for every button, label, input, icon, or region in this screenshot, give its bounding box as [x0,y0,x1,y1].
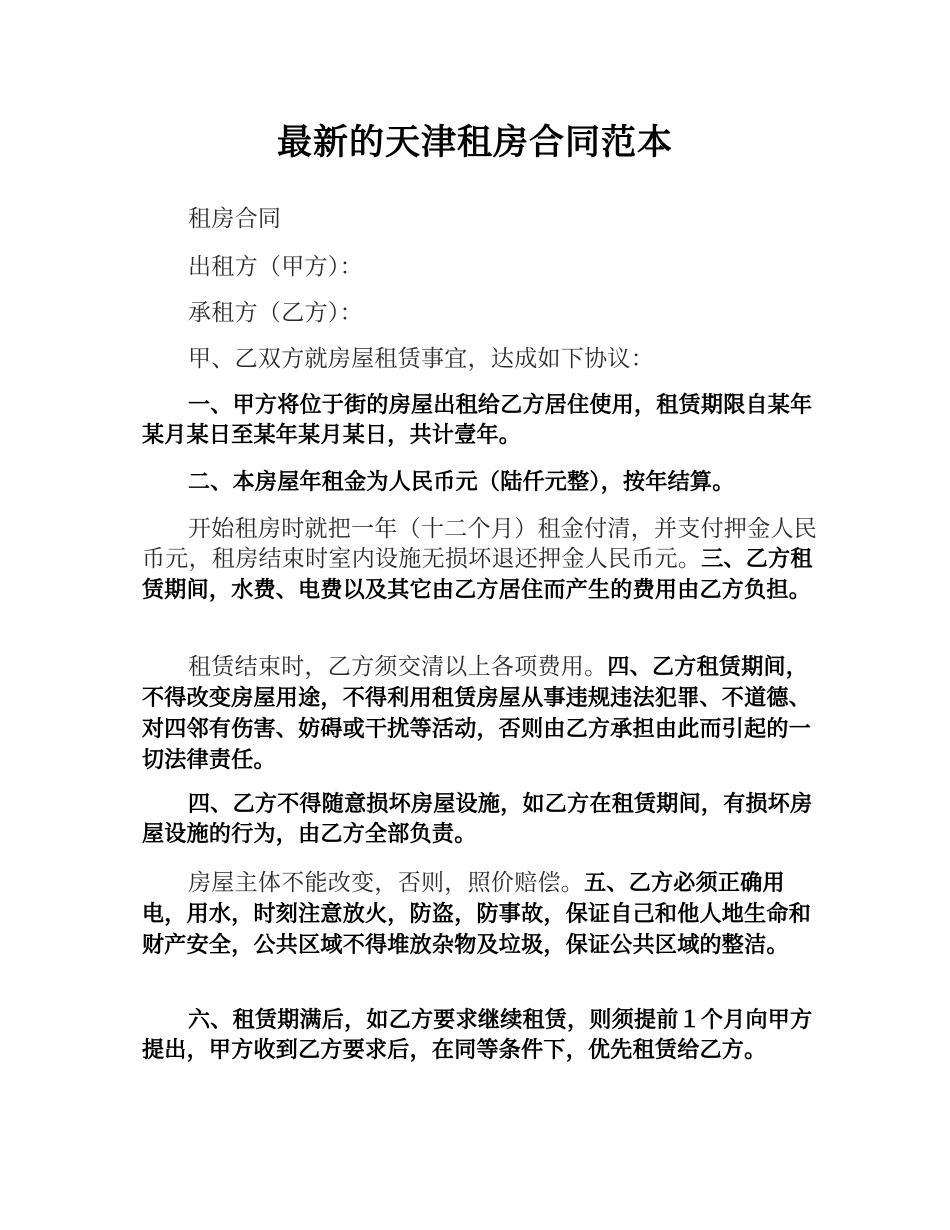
structure-text: 房屋主体不能改变，否则，照价赔偿。 [188,870,585,896]
paragraph-deposit-clause-3 [142,514,822,606]
clause-3: 三、乙方租赁期间，水费、电费以及其它由乙方居住而产生的费用由乙方负担。 [142,547,813,603]
clause-4-facilities: 四、乙方不得随意损坏房屋设施，如乙方在租赁期间，有损坏房屋设施的行为，由乙方全部负责。 [142,792,813,847]
clause-4-usage: 四、乙方租赁期间，不得改变房屋用途，不得利用租赁房屋从事违规违法犯罪、不道德、对四邻有伤害、妨碍或干扰等活动，否则由乙方承担由此而引起的一切法律责任。 [142,655,812,773]
lease-end-text: 租赁结束时，乙方须交清以上各项费用。 [188,654,608,680]
paragraph-structure-clause-5 [142,868,822,961]
paragraph-lessee: 承租方（乙方）： [188,300,363,326]
paragraph-lessor: 出租方（甲方）： [188,254,363,280]
paragraph-agreement-intro: 甲、乙双方就房屋租赁事宜，达成如下协议： [188,346,654,372]
deposit-text: 开始租房时就把一年（十二个月）租金付清，并支付押金人民币元，租房结束时室内设施无损坏退还押金人民币元。 [142,516,818,572]
document-title: 最新的天津租房合同范本 [276,123,673,163]
clause-1: 一、甲方将位于街的房屋出租给乙方居住使用，租赁期限自某年某月某日至某年某月某日，共计壹年。 [142,393,813,448]
paragraph-end-clause-4 [142,652,822,776]
clause-5: 五、乙方必须正确用电，用水，时刻注意放火，防盗，防事故，保证自己和他人地生命和财产安全，公共区域不得堆放杂物及垃圾，保证公共区域的整洁。 [142,871,812,958]
clause-2: 二、本房屋年租金为人民币元（陆仟元整），按年结算。 [188,470,735,495]
clause-6: 六、租赁期满后，如乙方要求继续租赁，则须提前１个月向甲方提出，甲方收到乙方要求后，在同等条件下，优先租赁给乙方。 [142,1008,813,1063]
paragraph-contract-heading: 租房合同 [188,206,282,232]
